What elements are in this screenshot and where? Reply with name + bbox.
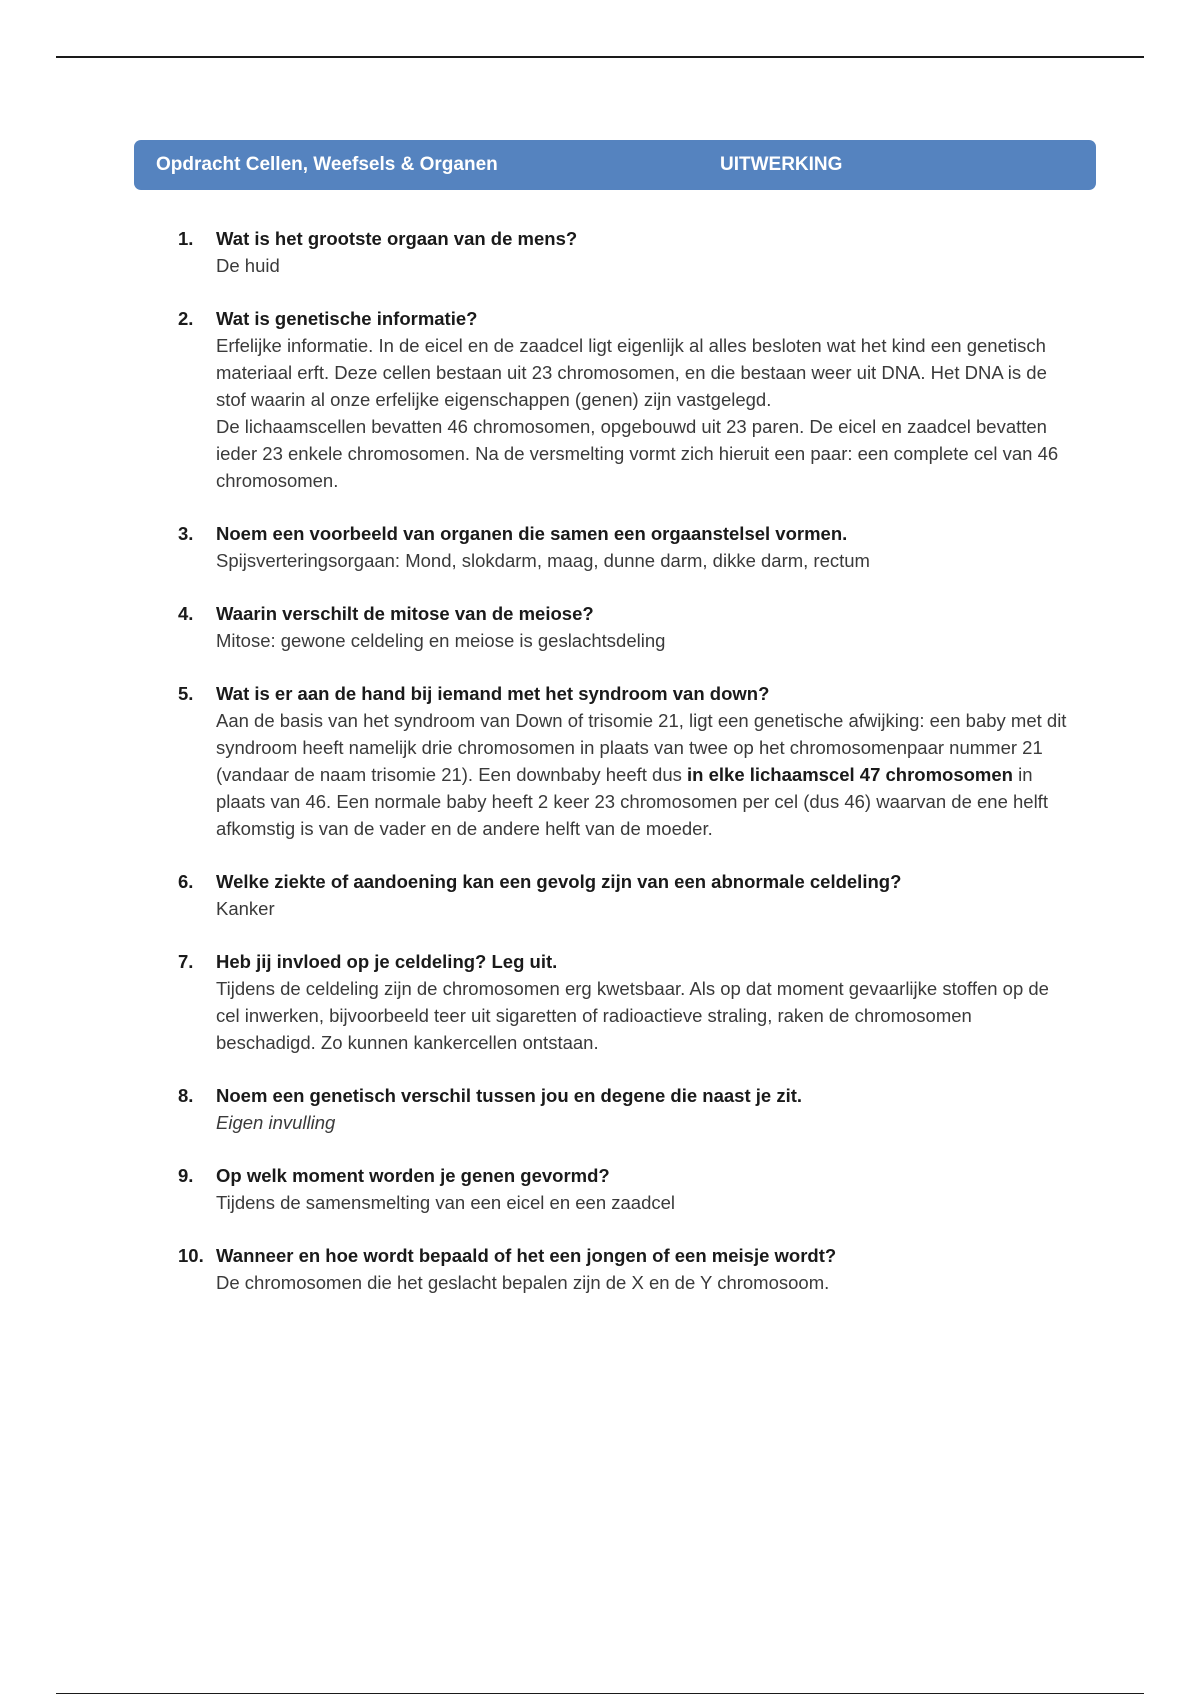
question-number: 9. xyxy=(178,1165,194,1186)
question-number: 7. xyxy=(178,951,194,972)
answer-text xyxy=(216,1189,1068,1216)
header-banner xyxy=(134,140,1096,190)
question-text: Wat is er aan de hand bij iemand met het syndroom van down? xyxy=(216,683,770,704)
question-text: Noem een voorbeeld van organen die samen een orgaanstelsel vormen. xyxy=(216,523,848,544)
answer-text xyxy=(216,627,1068,654)
question-item-1 xyxy=(178,225,1068,279)
answer-paragraph: Mitose: gewone celdeling en meiose is geslachtsdeling xyxy=(216,630,666,651)
question-text: Wanneer en hoe wordt bepaald of het een jongen of een meisje wordt? xyxy=(216,1245,837,1266)
question-item-7 xyxy=(178,948,1068,1056)
question-item-8 xyxy=(178,1082,1068,1136)
answer-text xyxy=(216,975,1068,1056)
question-number: 4. xyxy=(178,603,194,624)
question-text: Wat is het grootste orgaan van de mens? xyxy=(216,228,578,249)
answer-paragraph xyxy=(216,1109,1068,1136)
answer-segment: in plaats van 46. Een normale baby heeft 2 keer 23 chromosomen per cel (dus 46) waarvan de ene helft afkomstig is van de vader en de andere helft van de moeder. xyxy=(216,764,1048,839)
answer-paragraph: De lichaamscellen bevatten 46 chromosomen, opgebouwd uit 23 paren. De eicel en zaadcel bevatten ieder 23 enkele chromosomen. Na de versmelting vormt zich hieruit een paar: een complete cel van 46 chromosomen. xyxy=(216,416,1059,491)
document-tag: UITWERKING xyxy=(720,154,843,175)
question-item-9 xyxy=(178,1162,1068,1216)
answer-paragraph xyxy=(216,707,1068,842)
question-item-3 xyxy=(178,520,1068,574)
answer-segment: Aan de basis van het syndroom van Down of trisomie 21, ligt een genetische afwijking: een baby met dit syndroom heeft namelijk drie chromosomen in plaats van twee op het chromosomenpaar nummer 21 (vandaar de naam trisomie 21). Een downbaby heeft dus xyxy=(216,710,1067,785)
question-text: Waarin verschilt de mitose van de meiose? xyxy=(216,603,594,624)
question-text: Welke ziekte of aandoening kan een gevolg zijn van een abnormale celdeling? xyxy=(216,871,902,892)
question-number: 1. xyxy=(178,228,194,249)
question-number: 2. xyxy=(178,308,194,329)
answer-text xyxy=(216,252,1068,279)
bottom-rule xyxy=(56,1693,1144,1694)
answer-text xyxy=(216,707,1068,842)
answer-italic: Eigen invulling xyxy=(216,1112,336,1133)
question-text: Heb jij invloed op je celdeling? Leg uit. xyxy=(216,951,558,972)
answer-paragraph: De huid xyxy=(216,255,280,276)
question-text: Op welk moment worden je genen gevormd? xyxy=(216,1165,610,1186)
question-number: 6. xyxy=(178,871,194,892)
answer-paragraph: De chromosomen die het geslacht bepalen zijn de X en de Y chromosoom. xyxy=(216,1272,830,1293)
question-list xyxy=(178,225,1068,1322)
question-item-10 xyxy=(178,1242,1068,1296)
answer-text xyxy=(216,547,1068,574)
question-number: 3. xyxy=(178,523,194,544)
top-rule xyxy=(56,56,1144,58)
question-item-4 xyxy=(178,600,1068,654)
answer-text xyxy=(216,332,1068,494)
answer-paragraph: Kanker xyxy=(216,898,275,919)
question-text: Wat is genetische informatie? xyxy=(216,308,478,329)
answer-emphasis: in elke lichaamscel 47 chromosomen xyxy=(687,764,1013,785)
question-text: Noem een genetisch verschil tussen jou en degene die naast je zit. xyxy=(216,1085,803,1106)
answer-text xyxy=(216,895,1068,922)
question-item-6 xyxy=(178,868,1068,922)
answer-paragraph: Erfelijke informatie. In de eicel en de zaadcel ligt eigenlijk al alles besloten wat het kind een genetisch materiaal erft. Deze cellen bestaan uit 23 chromosomen, en die bestaan weer uit DNA. Het DNA is de stof waarin al onze erfelijke eigenschappen (genen) zijn vastgelegd. xyxy=(216,335,1047,410)
answer-paragraph: Tijdens de celdeling zijn de chromosomen erg kwetsbaar. Als op dat moment gevaarlijke stoffen op de cel inwerken, bijvoorbeeld teer uit sigaretten of radioactieve straling, raken de chromosomen beschadigd. Zo kunnen kankercellen ontstaan. xyxy=(216,978,1049,1053)
question-item-2 xyxy=(178,305,1068,494)
answer-text xyxy=(216,1109,1068,1136)
question-item-5 xyxy=(178,680,1068,842)
question-number: 10. xyxy=(178,1245,204,1266)
answer-paragraph: Spijsverteringsorgaan: Mond, slokdarm, maag, dunne darm, dikke darm, rectum xyxy=(216,550,870,571)
question-number: 8. xyxy=(178,1085,194,1106)
answer-paragraph: Tijdens de samensmelting van een eicel en een zaadcel xyxy=(216,1192,676,1213)
question-number: 5. xyxy=(178,683,194,704)
answer-text xyxy=(216,1269,1068,1296)
document-title: Opdracht Cellen, Weefsels & Organen xyxy=(156,154,498,175)
